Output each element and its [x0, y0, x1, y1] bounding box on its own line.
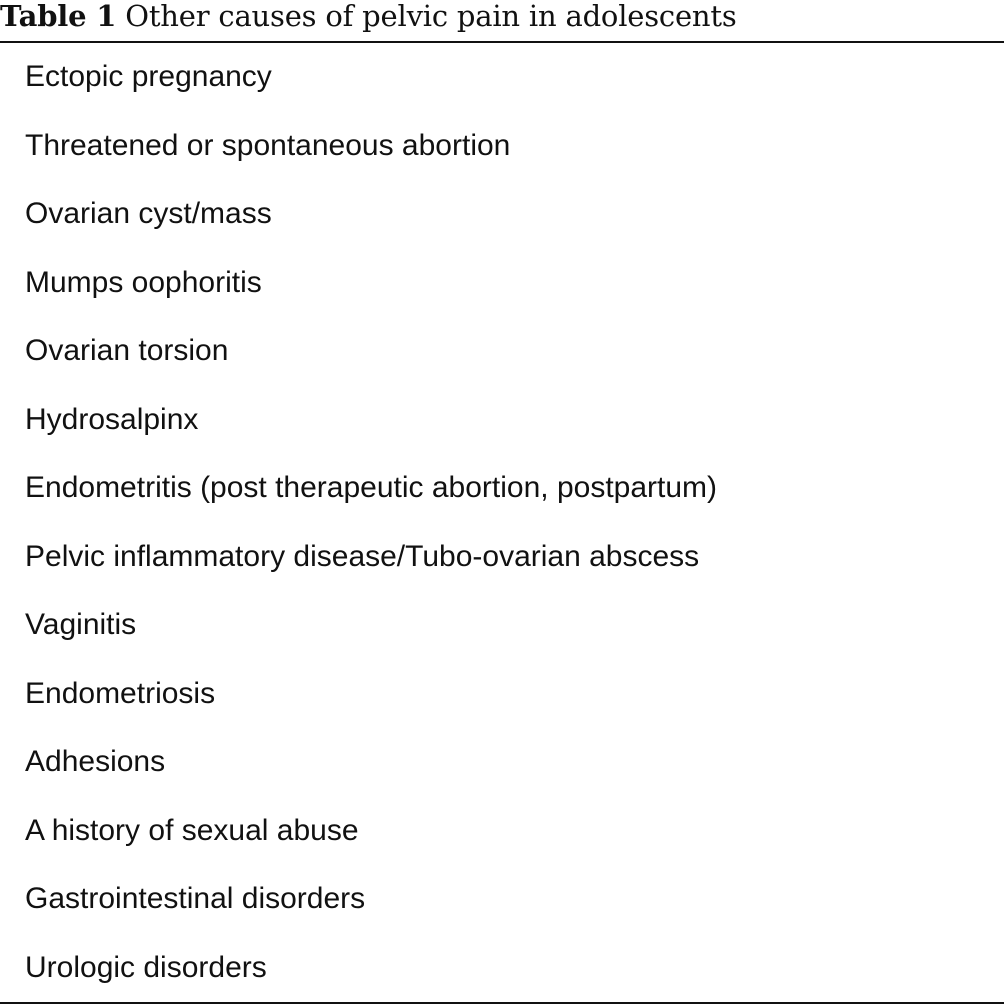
- table-caption: [0, 0, 737, 38]
- table-row: Endometriosis: [25, 676, 216, 710]
- table-row: Endometritis (post therapeutic abortion, postpartum): [25, 471, 718, 505]
- table-row: Pelvic inflammatory disease/Tubo-ovarian abscess: [25, 539, 700, 573]
- table-row: Urologic disorders: [25, 950, 267, 984]
- table-row: Threatened or spontaneous abortion: [25, 128, 511, 162]
- table-row: A history of sexual abuse: [25, 813, 359, 847]
- table-row: Gastrointestinal disorders: [25, 882, 366, 916]
- table-row: Mumps oophoritis: [25, 265, 262, 299]
- table-row: Ovarian torsion: [25, 334, 229, 368]
- table-row: Hydrosalpinx: [25, 402, 199, 436]
- table-body: [0, 43, 1004, 1002]
- table-caption-text: Other causes of pelvic pain in adolescents: [125, 0, 737, 33]
- table-caption-label: Table 1: [0, 0, 117, 33]
- table-bottom-rule: [0, 1002, 1004, 1004]
- table-row: Ovarian cyst/mass: [25, 197, 272, 231]
- table-row: Ectopic pregnancy: [25, 60, 272, 94]
- table-row: Vaginitis: [25, 608, 137, 642]
- table-row: Adhesions: [25, 745, 166, 779]
